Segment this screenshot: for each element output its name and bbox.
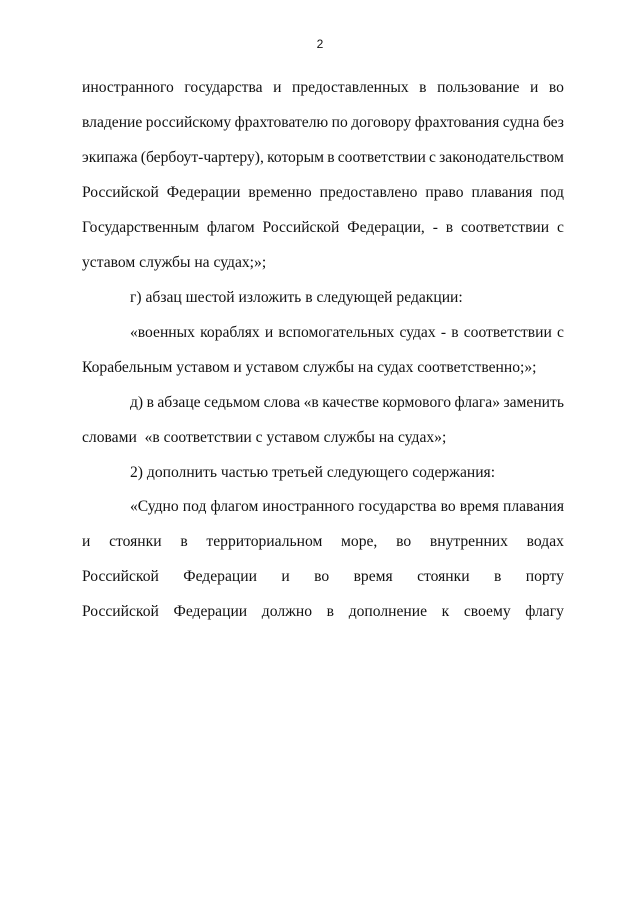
word: Российской (82, 603, 159, 620)
text-line-10 (130, 393, 564, 413)
word: право (425, 184, 464, 201)
word: «в (303, 394, 319, 411)
word: качестве (322, 394, 379, 411)
word: во (396, 533, 412, 550)
word: абзаце (157, 394, 201, 411)
word: территориальном (206, 533, 323, 550)
word: в (445, 219, 454, 236)
word: Российской (82, 568, 159, 585)
word: Федерации (183, 568, 257, 585)
word: предоставленных (291, 79, 409, 96)
text-line-11: словами «в соответствии с уставом службы на судах»; (82, 429, 447, 446)
word: во (548, 79, 564, 96)
word: государства (184, 79, 263, 96)
word: соответствии (463, 324, 552, 341)
word: время (459, 498, 499, 515)
word: в (493, 568, 502, 585)
word: водах (526, 533, 564, 550)
word: экипажа (82, 149, 138, 166)
word: к (441, 603, 450, 620)
word: и (273, 79, 282, 96)
word: море, (341, 533, 378, 550)
word: иностранного (262, 498, 355, 515)
text-line-1 (82, 78, 564, 98)
word: во (440, 498, 456, 515)
word: время (353, 568, 393, 585)
word: в (326, 603, 335, 620)
text-line-8 (130, 323, 564, 343)
word: временно (248, 184, 312, 201)
word: порту (525, 568, 564, 585)
word: с (557, 219, 564, 236)
text-line-13 (130, 497, 564, 517)
word: в (327, 149, 335, 166)
word: во (314, 568, 330, 585)
word: д) (130, 394, 144, 411)
word: Федерации (166, 184, 241, 201)
page-number: 2 (316, 37, 324, 51)
word: кормового (382, 394, 452, 411)
word: иностранного (82, 79, 174, 96)
word: и (82, 533, 91, 550)
word: (бербоут-чартеру), (140, 149, 264, 166)
text-line-16 (82, 602, 564, 622)
text-line-15 (82, 567, 564, 587)
word: под (540, 184, 564, 201)
word: без (542, 114, 564, 131)
word: внутренних (429, 533, 508, 550)
word: законодательством (439, 149, 564, 166)
word: фрахтования (414, 114, 500, 131)
word: - (432, 219, 438, 236)
word: с (557, 324, 564, 341)
text-line-5 (82, 218, 564, 238)
word: Российской (82, 184, 159, 201)
word: и (529, 79, 539, 96)
word: российскому (145, 114, 232, 131)
word: судах (399, 324, 436, 341)
word: соответствии (461, 219, 550, 236)
text-line-12: 2) дополнить частью третьей следующего содержания: (130, 464, 496, 481)
word: пользование (437, 79, 520, 96)
word: договору (351, 114, 412, 131)
word: Федерации, (347, 219, 425, 236)
word: седьмом (204, 394, 261, 411)
word: флага» (454, 394, 501, 411)
word: флагом (206, 219, 255, 236)
word: «военных (130, 324, 195, 341)
word: Российской (262, 219, 340, 236)
word: соответствии (337, 149, 426, 166)
word: Федерации (173, 603, 248, 620)
text-line-4 (82, 183, 564, 203)
text-line-3 (82, 148, 564, 168)
word: дополнение (348, 603, 428, 620)
word: «Судно (130, 498, 179, 515)
text-line-6: уставом службы на судах;»; (82, 254, 267, 271)
word: слова (263, 394, 301, 411)
word: и (264, 324, 274, 341)
word: кораблях (200, 324, 260, 341)
word: и (281, 568, 290, 585)
word: должно (261, 603, 313, 620)
text-line-7: г) абзац шестой изложить в следующей редакции: (130, 289, 463, 306)
text-line-9: Корабельным уставом и уставом службы на судах соответственно;»; (82, 359, 537, 376)
word: заменить (503, 394, 564, 411)
word: в (451, 324, 459, 341)
word: плавания (503, 498, 564, 515)
word: которым (267, 149, 325, 166)
word: государства (358, 498, 437, 515)
word: в (146, 394, 154, 411)
word: стоянки (417, 568, 470, 585)
word: - (440, 324, 447, 341)
word: предоставлено (319, 184, 418, 201)
word: судна (502, 114, 540, 131)
word: в (180, 533, 188, 550)
word: по (331, 114, 348, 131)
text-line-2 (82, 113, 564, 133)
word: с (429, 149, 436, 166)
word: плавания (471, 184, 533, 201)
word: флагу (525, 603, 564, 620)
word: фрахтователю (234, 114, 329, 131)
text-line-14 (82, 532, 564, 552)
word: под (182, 498, 207, 515)
word: своему (463, 603, 511, 620)
word: стоянки (109, 533, 162, 550)
word: владение (82, 114, 143, 131)
word: флагом (210, 498, 259, 515)
word: вспомогательных (278, 324, 395, 341)
word: в (419, 79, 427, 96)
word: Государственным (82, 219, 199, 236)
